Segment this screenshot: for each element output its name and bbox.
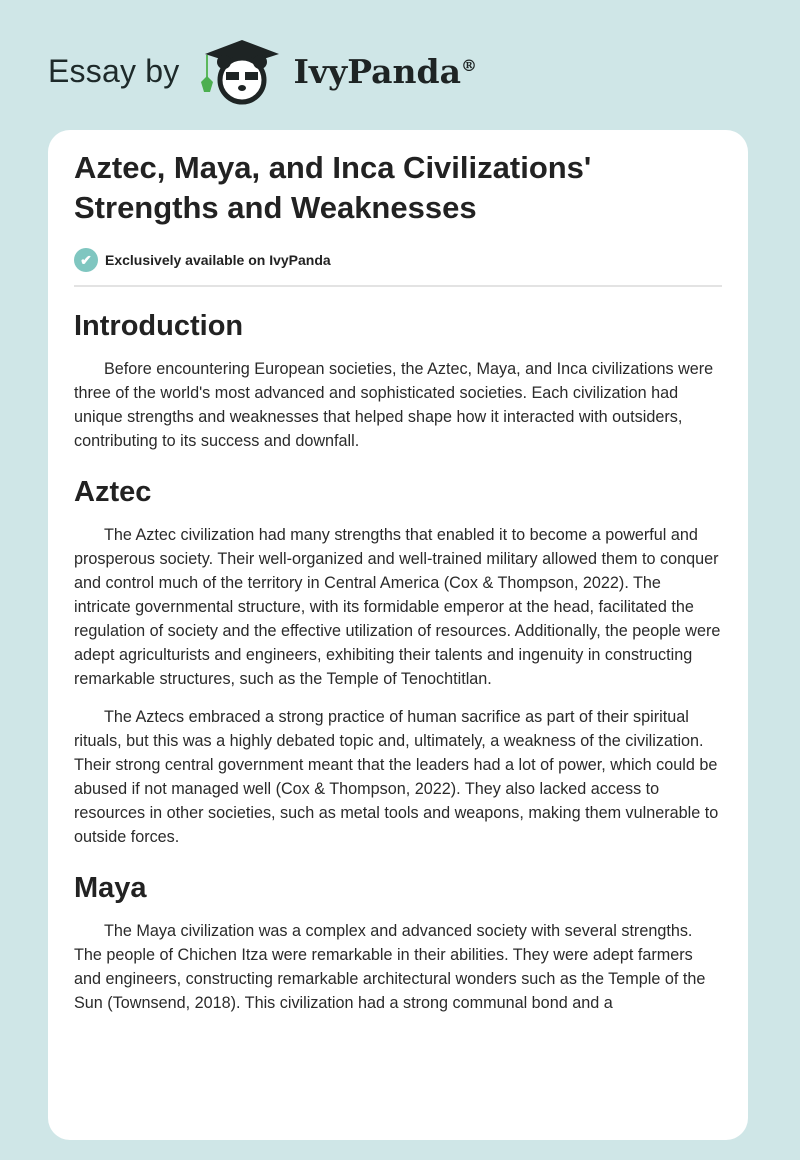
section-heading: Aztec [74,476,152,508]
check-icon: ✔ [74,248,98,272]
site-header [48,36,477,106]
paragraph: The Aztec civilization had many strengths that enabled it to become a powerful and prosperous society. Their well-organized and well-trained military allowed them to conquer and control much of the territory in Central America (Cox & Thompson, 2022). The intricate governmental structure, with its formidable emperor at the head, facilitated the regulation of society and the effective utilization of resources. Additionally, the people were adept agriculturists and engineers, exhibiting their talents and ingenuity in constructing remarkable structures, such as the Temple of Tenochtitlan. [74,526,721,688]
badge-text: Exclusively available on IvyPanda [105,252,331,268]
divider [74,285,722,287]
exclusive-badge [74,248,722,272]
paragraph: The Maya civilization was a complex and advanced society with several strengths. The people of Chichen Itza were remarkable in their abilities. They were adept farmers and engineers, constructing remarkable architectural wonders such as the Temple of the Sun (Townsend, 2018). This civilization had a strong communal bond and a [74,922,706,1012]
brand-name[interactable] [293,52,477,91]
section-heading: Introduction [74,310,244,342]
paragraph: Before encountering European societies, the Aztec, Maya, and Inca civilizations were three of the world's most advanced and sophisticated societies. Each civilization had unique strengths and weaknesses that helped shape how it interacted with outsiders, contributing to its success and downfall. [74,360,714,450]
section-heading: Maya [74,872,147,904]
essay-card [48,130,748,1140]
brand-text: IvyPanda [293,51,461,91]
paragraph: The Aztecs embraced a strong practice of human sacrifice as part of their spiritual rituals, but this was a highly debated topic and, ultimately, a weakness of the civilization. Their strong central government meant that the leaders had a lot of power, which could be abused if not managed well (Cox & Thompson, 2022). They also lacked access to resources in other societies, such as metal tools and weapons, making them vulnerable to outside forces. [74,708,719,846]
ivypanda-logo-icon[interactable] [197,36,287,106]
registered-mark: ® [460,55,477,75]
essay-by-label: Essay by [48,52,180,89]
page-title: Aztec, Maya, and Inca Civilizations' Strengths and Weaknesses [74,150,592,225]
